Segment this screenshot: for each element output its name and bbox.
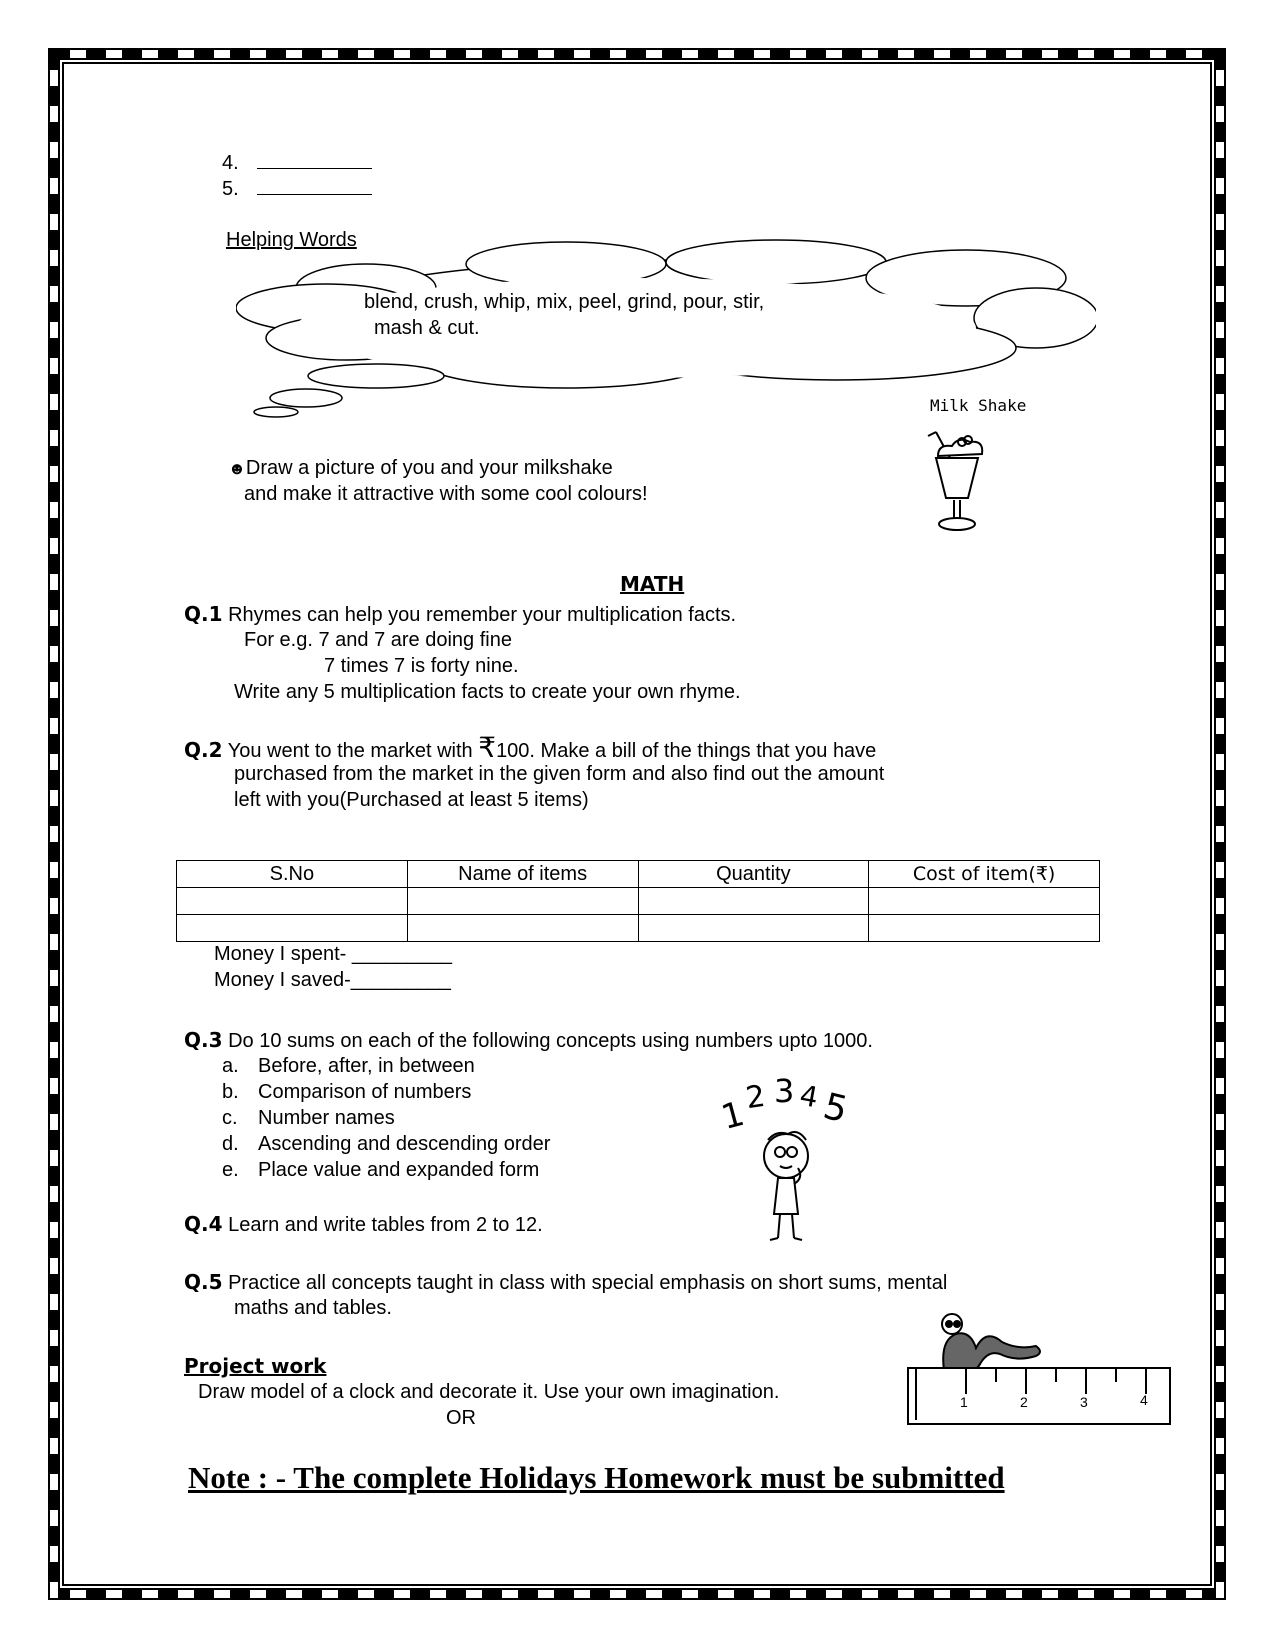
worm-ruler-illustration [906,1312,1176,1432]
bill-table [176,860,1100,942]
q3-item-letter: d. [222,1133,239,1155]
table-cell[interactable] [407,888,638,915]
table-cell[interactable] [869,888,1100,915]
money-spent: Money I spent- _________ [214,943,452,965]
table-header: Quantity [638,861,869,888]
math-title: MATH [620,572,685,596]
table-cell[interactable] [407,915,638,942]
list-number: 5. [222,178,239,200]
table-cell[interactable] [177,888,408,915]
ruler-icon [906,1364,1176,1432]
q3-item-letter: c. [222,1107,238,1129]
q3-item-letter: a. [222,1055,239,1077]
q5-label: Q.5 [184,1270,223,1294]
q4-text: Learn and write tables from 2 to 12. [228,1214,543,1236]
q3-item-text: Number names [258,1107,395,1129]
draw-line1: Draw a picture of you and your milkshake [245,457,613,479]
q1-example1: For e.g. 7 and 7 are doing fine [244,629,512,651]
numbers-kid-illustration [716,1072,876,1252]
helping-words-line2: mash & cut. [374,317,480,339]
q1-example2: 7 times 7 is forty nine. [324,655,519,677]
list-item [222,150,372,175]
q5-text: Practice all concepts taught in class with special emphasis on short sums, mental [228,1272,948,1294]
draw-line2: and make it attractive with some cool colours! [244,483,648,505]
q2-line3: left with you(Purchased at least 5 items) [234,789,589,811]
list-item [222,176,372,201]
q3-item-letter: e. [222,1159,239,1181]
q5-line2: maths and tables. [234,1297,392,1319]
q2-label: Q.2 [184,738,223,762]
table-header-row [177,861,1100,888]
ruler-number: 1 [960,1394,968,1410]
helping-words-title: Helping Words [226,229,357,251]
project-work-title: Project work [184,1354,327,1378]
number-art: 3 [774,1072,795,1110]
milkshake-icon [918,428,998,538]
table-row [177,888,1100,915]
q3-item-text: Place value and expanded form [258,1159,540,1181]
q3-item [222,1132,550,1156]
draw-instruction [228,456,613,481]
worm-icon [936,1312,1046,1372]
table-header: Cost of item(₹) [869,861,1100,888]
project-work-text: Draw model of a clock and decorate it. Use your own imagination. [198,1381,780,1403]
rupee-icon: ₹ [478,731,497,764]
ruler-number: 2 [1020,1394,1028,1410]
q2-text: You went to the market with [227,740,473,762]
q2-text-post: 100. Make a bill of the things that you have [496,740,877,762]
list-number: 4. [222,152,239,174]
submission-note: Note : - The complete Holidays Homework must be submitted [188,1460,1005,1495]
q3-item-text: Before, after, in between [258,1055,475,1077]
ruler-number: 3 [1080,1394,1088,1410]
milkshake-caption: Milk Shake [930,396,1027,415]
ruler-number: 4 [1140,1392,1148,1408]
q4 [184,1212,543,1237]
number-art: 4 [797,1078,821,1115]
q5 [184,1270,947,1295]
border-left [48,48,60,1600]
q3 [184,1028,873,1053]
project-or: OR [446,1407,476,1429]
answer-blank [257,176,372,195]
table-cell[interactable] [177,915,408,942]
table-cell[interactable] [869,915,1100,942]
thought-cloud-icon [236,238,1096,418]
q3-item-letter: b. [222,1081,239,1103]
number-art: 2 [743,1078,768,1117]
q2-line2: purchased from the market in the given form and also find out the amount [234,763,885,785]
table-row [177,915,1100,942]
border-bottom [48,1588,1226,1600]
table-header: S.No [177,861,408,888]
number-art: 5 [819,1085,852,1132]
smiley-icon: ☻ [228,459,246,478]
q3-item [222,1080,471,1104]
q3-item [222,1106,395,1130]
q3-item-text: Ascending and descending order [258,1133,551,1155]
border-right [1214,48,1226,1600]
number-art: 1 [717,1093,749,1139]
table-cell[interactable] [638,915,869,942]
q4-label: Q.4 [184,1212,223,1236]
q1-text: Rhymes can help you remember your multiplication facts. [228,604,737,626]
q3-item-text: Comparison of numbers [258,1081,472,1103]
kid-icon [754,1128,824,1248]
q1-label: Q.1 [184,602,223,626]
money-saved: Money I saved-_________ [214,969,451,991]
table-cell[interactable] [638,888,869,915]
q1 [184,602,736,627]
helping-words-line1: blend, crush, whip, mix, peel, grind, pour, stir, [364,291,765,313]
answer-blank [257,150,372,169]
q2 [184,731,877,764]
q3-text: Do 10 sums on each of the following concepts using numbers upto 1000. [228,1030,873,1052]
q3-item [222,1054,475,1078]
q3-item [222,1158,539,1182]
q3-label: Q.3 [184,1028,223,1052]
table-header: Name of items [407,861,638,888]
q1-task: Write any 5 multiplication facts to create your own rhyme. [234,681,741,703]
border-top [48,48,1226,60]
